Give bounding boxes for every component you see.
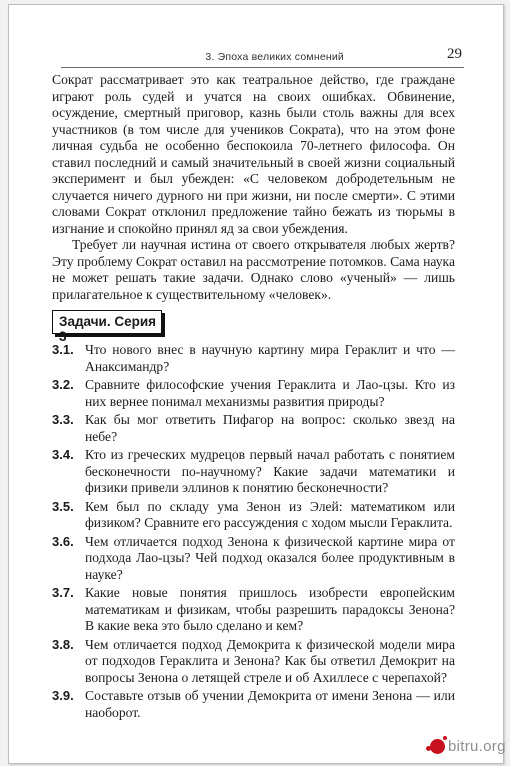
task-text: Какие новые понятия пришлось изобрести европейским математикам и физикам, чтобы разрешить парадоксы Зенона? В какие века это было сделано и кем?: [85, 585, 455, 633]
task-item: [52, 377, 455, 410]
task-text: Как бы мог ответить Пифагор на вопрос: сколько звезд на небе?: [85, 412, 455, 444]
page-header: [61, 43, 464, 68]
task-text: Чем отличается подход Демокрита к физической модели мира от подходов Гераклита и Зенона? Как бы ответил Демокрит на вопросы Зенона о летящей стреле и об Ахиллесе с черепахой?: [85, 636, 455, 685]
watermark-logo: [426, 736, 506, 760]
main-text: [52, 72, 455, 303]
task-number: 3.2.: [52, 377, 74, 392]
task-number: 3.6.: [52, 533, 74, 549]
paragraph: Требует ли научная истина от своего открывателя любых жертв? Эту проблему Сократ оставил на рассмотрение потомков. Сама наука не может решать такие задачи. Однако слово «ученый» — лишь прилагательное к существительному «человек».: [52, 237, 455, 302]
task-text: Чем отличается подход Зенона к физической картине мира от подхода Лао-цзы? Чей подход оказался более продуктивным в науке?: [85, 533, 455, 582]
ink-splat-icon: [443, 736, 447, 740]
section-heading-box: [52, 310, 162, 344]
task-number: 3.8.: [52, 636, 74, 652]
task-text: Сравните философские учения Гераклита и Лао-цзы. Кто из них вернее понимал механизмы развития природы?: [85, 377, 455, 409]
task-item: [52, 534, 455, 584]
task-text: Кто из греческих мудрецов первый начал работать с понятием бесконечности по-научному? Какие задачи математики и физики привели эллинов к понятию бесконечности?: [85, 447, 455, 495]
watermark-text: bitru.org: [448, 738, 506, 755]
section-title: Задачи. Серия 3: [59, 314, 157, 344]
task-list: [52, 342, 455, 723]
task-number: 3.4.: [52, 447, 74, 462]
task-item: [52, 342, 455, 375]
paragraph: Сократ рассматривает это как театральное действо, где граждане играют роль судей и учатся на своих ошибках. Обвинение, осуждение, смертный приговор, казнь были столь важны для всех участников (в том числе для учеников Сократа), что на этом фоне личная судьба не особенно беспокоила 70-летнего философа. Он ставил последний и самый значительный в своей жизни социальный эксперимент и был убежден: «С человеком добродетельным не случается ничего дурного ни при жизни, ни после смерти». С этими словами Сократ отклонил предложение тайно бежать из тюрьмы в изгнание и спокойно принял яд за свои убеждения.: [52, 72, 455, 236]
task-number: 3.9.: [52, 688, 74, 703]
task-item: [52, 637, 455, 687]
page-number: 29: [447, 46, 462, 62]
task-item: [52, 447, 455, 497]
task-number: 3.1.: [52, 342, 74, 357]
task-item: [52, 499, 455, 532]
running-title: 3. Эпоха великих сомнений: [205, 51, 344, 63]
task-text: Составьте отзыв об учении Демокрита от имени Зенона — или наоборот.: [85, 688, 455, 720]
task-item: [52, 412, 455, 445]
task-item: [52, 688, 455, 721]
task-number: 3.5.: [52, 498, 74, 514]
task-text: Что нового внес в научную картину мира Гераклит и что — Анаксимандр?: [85, 342, 455, 374]
task-number: 3.7.: [52, 585, 74, 600]
task-text: Кем был по складу ума Зенон из Элей: математиком или физиком? Сравните его рассуждения с ходом мысли Гераклита.: [85, 498, 455, 530]
task-number: 3.3.: [52, 412, 74, 427]
task-item: [52, 585, 455, 635]
ink-blot-icon: [430, 739, 445, 754]
